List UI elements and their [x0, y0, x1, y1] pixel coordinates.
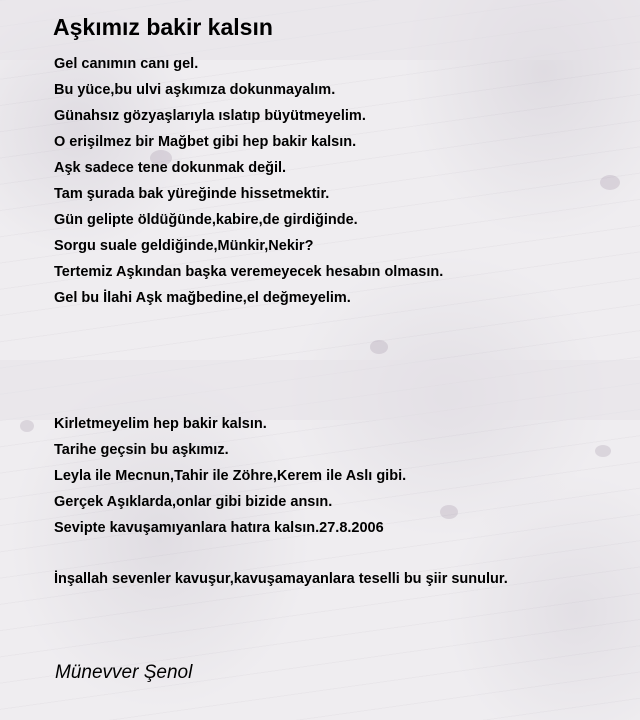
poem-line: Aşk sadece tene dokunmak değil.	[54, 160, 287, 176]
poem-author: Münevver Şenol	[55, 662, 193, 683]
poem-line: İnşallah sevenler kavuşur,kavuşamayanlara teselli bu şiir sunulur.	[54, 571, 508, 587]
ink-splatter	[370, 340, 388, 354]
poem-line: Tertemiz Aşkından başka veremeyecek hesabın olmasın.	[54, 264, 444, 280]
poem-line: Bu yüce,bu ulvi aşkımıza dokunmayalım.	[54, 82, 336, 98]
poem-line: Gel bu İlahi Aşk mağbedine,el değmeyelim.	[54, 290, 351, 306]
ink-splatter	[20, 420, 34, 432]
ink-splatter	[440, 505, 458, 519]
stanza-2	[54, 411, 406, 541]
poem-line: Leyla ile Mecnun,Tahir ile Zöhre,Kerem ile Aslı gibi.	[54, 468, 407, 484]
ink-splatter	[595, 445, 611, 457]
poem-line: Tarihe geçsin bu aşkımız.	[54, 442, 229, 458]
ink-splatter	[600, 175, 620, 190]
poem-line: Sorgu suale geldiğinde,Münkir,Nekir?	[54, 238, 314, 254]
poem-line: Gerçek Aşıklarda,onlar gibi bizide ansın.	[54, 494, 333, 510]
stanza-1	[54, 51, 443, 311]
poem-line: Sevipte kavuşamıyanlara hatıra kalsın.27.8.2006	[54, 520, 384, 536]
poem-line: Günahsız gözyaşlarıyla ıslatıp büyütmeyelim.	[54, 108, 366, 124]
poem-line: Kirletmeyelim hep bakir kalsın.	[54, 416, 267, 432]
poem-title: Aşkımız bakir kalsın	[53, 14, 273, 40]
poem-line: Gün gelipte öldüğünde,kabire,de girdiğinde.	[54, 212, 358, 228]
poem-line: Tam şurada bak yüreğinde hissetmektir.	[54, 186, 330, 202]
poem-line: O erişilmez bir Mağbet gibi hep bakir kalsın.	[54, 134, 357, 150]
stanza-3	[54, 566, 508, 592]
poem-line: Gel canımın canı gel.	[54, 56, 199, 72]
